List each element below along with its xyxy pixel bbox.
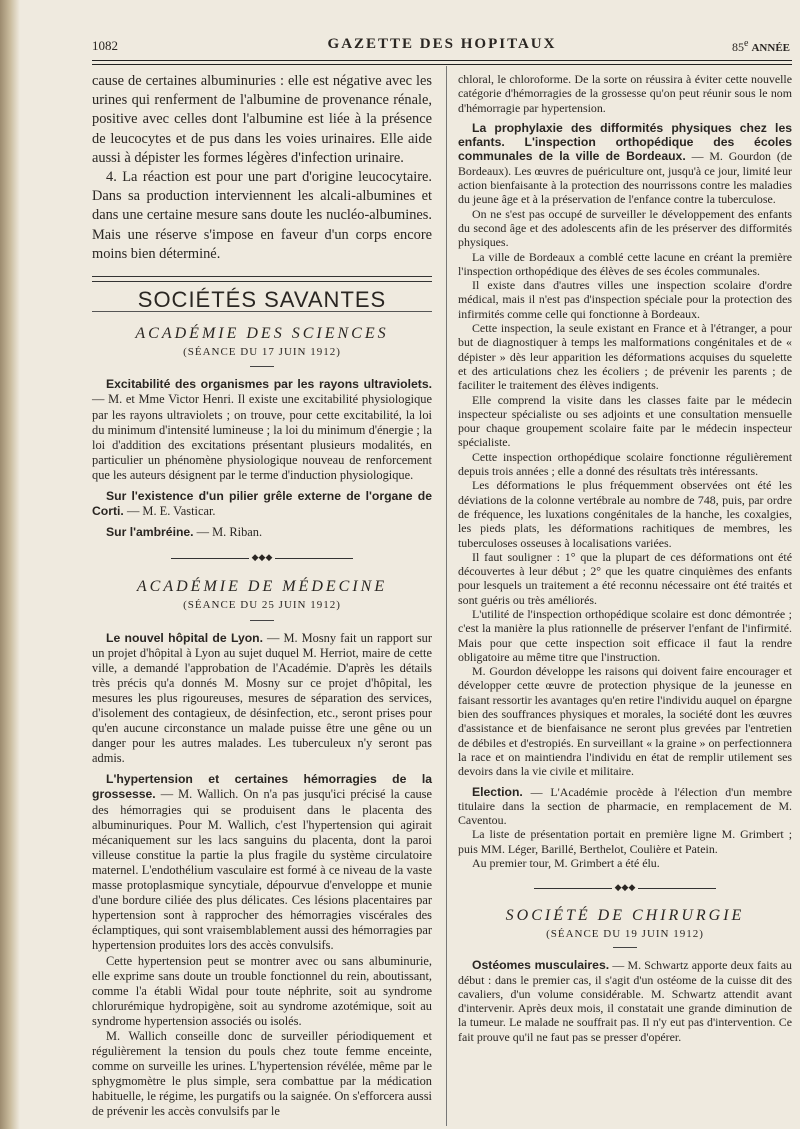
paragraph: M. Wallich conseille donc de surveiller périodiquement et régulièrement la tension du pouls chez toute femme enceinte, comme on surveille les urines. L'hypertension révélée, même par le sphygmomètre le plus simple, sera combattue par la médication habituelle, le régime, les purgatifs ou la saignée. On s'efforcera aussi de prévenir les accès convulsifs par le <box>92 1028 432 1119</box>
article-heading: Le nouvel hôpital de Lyon. <box>106 630 263 645</box>
column-divider <box>446 66 447 1126</box>
right-column <box>458 72 792 1044</box>
paragraph: Elle comprend la visite dans les classes faite par le médecin inspecteur spécialiste ou ses adjoints et une consultation mensuelle pour chaque groupement scolaire faite par le médecin inspecteur spécialiste. <box>458 392 792 450</box>
paragraph: L'utilité de l'inspection orthopédique scolaire est donc démontrée ; c'est la manière la plus rationnelle de préserver l'enfant de l'infirmité. Mais pour que cette inspection soit efficace il faut la rendre obligatoire au même titre que l'instruction. <box>458 606 792 664</box>
paragraph: La liste de présentation portait en première ligne M. Grimbert ; puis MM. Léger, Barillé, Berthelot, Coulière et Patein. <box>458 827 792 856</box>
session-date: (SÉANCE DU 19 JUIN 1912) <box>546 927 704 940</box>
paragraph: M. Gourdon développe les raisons qui doivent faire encourager et développer cette œuvre de protection physique de la jeunesse en faisant ressortir les avantages qu'en retire l'individu auquel on épargne bien des souffrances physiques et morales, la société dont les œuvres d'assistance et de bienfaisance ne seront plus grevées par l'entretien de débiles et d'estropiés. En surveillant « la graine » on perfectionnera la race et on maintiendra l'individu en état de remplir utilement ses devoirs dans la vie civile et militaire. <box>458 664 792 779</box>
section-rule <box>92 276 432 282</box>
divider <box>250 620 274 621</box>
journal-title: GAZETTE DES HOPITAUX <box>327 36 557 52</box>
article-heading: L'hypertension et certaines hémorragies de la grossesse. <box>92 772 432 802</box>
ornament-divider: ◆◆◆ <box>92 550 432 565</box>
article-paragraph: Election. — L'Académie procède à l'élection d'un membre titulaire dans la section de pharmacie, en remplacement de M. Caventou. <box>458 784 792 828</box>
article-paragraph: Le nouvel hôpital de Lyon. — M. Mosny fait un rapport sur un projet d'hôpital à Lyon au sujet duquel M. Herriot, maire de cette ville, a demandé l'approbation de l'Académie. D'après les détails très précis qu'a donnés M. Mosny sur ce projet d'hôpital, les mesures les plus rigoureuses, mesures de séparation des services, d'isolement des contagieux, de désinfection, etc., seront prises pour qu'en aucune circonstance un malade puisse être une gêne ou un danger pour les autres malades. Les tuberculeux n'y seront pas admis. <box>92 630 432 766</box>
article-heading: Excitabilité des organismes par les rayons ultraviolets. <box>106 377 432 392</box>
article-paragraph: La prophylaxie des difformités physiques chez les enfants. L'inspection orthopédique des écoles communales de la ville de Bordeaux. — M. Gourdon (de Bordeaux). Les œuvres de puériculture ont, jusqu'à ce jour, limité leur action bienfaisante à la protection des nourrissons contre les maladies du jeune âge et à la préservation de l'enfance contre la tuberculose. <box>458 120 793 207</box>
divider <box>613 947 637 948</box>
volume-year: 85e ANNÉE <box>732 38 790 54</box>
paragraph: Les déformations le plus fréquemment observées ont été les déviations de la colonne vertébrale au nombre de 748, puis, par ordre de fréquence, les luxations congénitales de la hanche, les coxalgies, les pieds plats, les déformations rachitiques de membres, les tuberculoses osseuses à localisations variées. <box>458 478 792 550</box>
article-paragraph: Ostéomes musculaires. — M. Schwartz apporte deux faits au début : dans le premier cas, il s'agit d'un ostéome de la cuisse dit des cavaliers, d'un volume considérable. M. Schwartz attendit avant d'intervenir. Après deux mois, il constatait une grande diminution de la tumeur. Le malade ne souffrait pas. Il n'y eut pas d'intervention. Ce fait prouve qu'il ne faut pas se presser d'opérer. <box>458 958 792 1044</box>
paragraph: Cette hypertension peut se montrer avec ou sans albuminurie, elle exprime sans doute un trouble fonctionnel du rein, aboutissant, comme l'a établi Widal pour toute néphrite, soit au syndrome chlorurémique hydropigène, soit au syndrome azotémique, soit au syndrome hypertension associés ou isolés. <box>92 953 432 1028</box>
article-paragraph: Excitabilité des organismes par les rayons ultraviolets. — M. et Mme Victor Henri. Il existe une excitabilité physiologique par les rayons ultraviolets ; on trouve, pour cette excitabilité, la loi du minimum d'intensité lumineuse ; la loi du minimum d'énergie ; la loi d'addition des excitations présentant plusieurs modalités, en particulier un phénomène physiologique nouveau de renforcement que les auteurs désignent par le terme d'induction physiologique. <box>92 377 432 482</box>
article-paragraph: Sur l'existence d'un pilier grêle externe de l'organe de Corti. — M. E. Vasticar. <box>92 488 432 519</box>
paragraph: Au premier tour, M. Grimbert a été élu. <box>472 856 660 871</box>
paragraph: Cette inspection orthopédique scolaire fonctionne régulièrement depuis trois années ; elle a donné des résultats très intéressants. <box>458 449 792 479</box>
article-paragraph: L'hypertension et certaines hémorragies de la grossesse. — M. Wallich. On n'a pas jusqu'ici précisé la cause des hémorragies qui se produisent dans le placenta des albuminuriques. Pour M. Wallich, c'est l'hypertension qui agirait mécaniquement sur les lacs sanguins du placenta, dont la paroi villeuse constitue la partie la plus fragile du système circulatoire maternel. L'endothélium vasculaire est formé à ce niveau de la vaste masse protoplasmique syncytiale, dépourvue d'enveloppe et munie d'une bordure ciliée des plus délicates. Ces lésions placentaires par hypertension sont à rapprocher des hémorragies viscérales des éclamptiques, qui sont vraisemblablement aussi des hémorragies par hypertension produites lors des accès convulsifs. <box>92 772 432 953</box>
paragraph: Il existe dans d'autres villes une inspection scolaire d'ordre médical, mais il n'est pas d'inspection spéciale pour la protection des infirmités comme celle qui fonctionne à Bordeaux. <box>458 278 792 321</box>
article-heading: Sur l'ambréine. <box>106 525 194 540</box>
paragraph: cause de certaines albuminuries : elle est négative avec les urines qui renferment de l'albumine de provenance rénale, positive avec celles dont l'albumine est liée à la présence de leucocytes et de pus dans les voies urinaires. Elle aide aussi à dépister les formes légères d'infection urinaire. <box>92 73 432 166</box>
paragraph: On ne s'est pas occupé de surveiller le développement des enfants du second âge et des adolescents afin de les préserver des difformités physiques. <box>458 206 792 250</box>
session-date: (SÉANCE DU 25 JUIN 1912) <box>183 599 341 612</box>
session-date: (SÉANCE DU 17 JUIN 1912) <box>183 346 341 359</box>
paragraph: Il faut souligner : 1° que la plupart de ces déformations ont été découvertes à leur début ; 2° que les quatre cinquièmes des enfants pour lesquels un traitement a été reconnu nécessaire ont été traités et sont guéris ou très améliorés. <box>458 549 792 607</box>
left-column <box>92 72 432 1120</box>
article-paragraph: Sur l'ambréine. — M. Riban. <box>106 525 263 540</box>
article-heading: Ostéomes musculaires. <box>472 958 610 973</box>
page-binding-edge <box>0 0 20 1129</box>
page-number: 1082 <box>92 38 118 53</box>
paragraph: 4. La réaction est pour une part d'origine leucocytaire. Dans sa production interviennent les alcali-albumines et dans une certaine mesure sans doute les nucléo-albumines. Mais une réserve s'impose en faveur d'un corps encore moins bien déterminé. <box>92 169 432 262</box>
article-heading: Election. <box>472 784 523 799</box>
article-heading: Sur l'existence d'un pilier grêle externe de l'organe de Corti. <box>92 488 432 519</box>
article-heading: La prophylaxie des difformités physiques chez les enfants. L'inspection orthopédique des écoles communales de la ville de Bordeaux. <box>458 120 792 164</box>
academy-title: ACADÉMIE DE MÉDECINE <box>136 578 388 596</box>
paragraph: chloral, le chloroforme. De la sorte on réussira à éviter cette nouvelle catégorie d'hémorragies de la grossesse qu'on peut réunir sous le nom d'hémorragie par hypertension. <box>458 72 792 115</box>
ornament-divider: ◆◆◆ <box>458 880 792 894</box>
header-rule <box>92 60 792 65</box>
divider <box>250 366 274 367</box>
section-title: SOCIÉTÉS SAVANTES <box>137 287 387 313</box>
academy-title: ACADÉMIE DES SCIENCES <box>135 325 389 343</box>
paragraph: Cette inspection, la seule existant en France et à l'étranger, a pour but de diagnostiquer à temps les malformations congénitales et de « dépister » dès leur apparition les déformations acquises du squelette et des articulations chez les écoliers ; de prévenir les parents ; de faciliter le traitement des élèves indigents. <box>458 321 792 393</box>
paragraph: La ville de Bordeaux a comblé cette lacune en créant la première l'inspection orthopédique des élèves de ses écoles communales. <box>458 249 792 278</box>
society-title: SOCIÉTÉ DE CHIRURGIE <box>505 906 745 924</box>
